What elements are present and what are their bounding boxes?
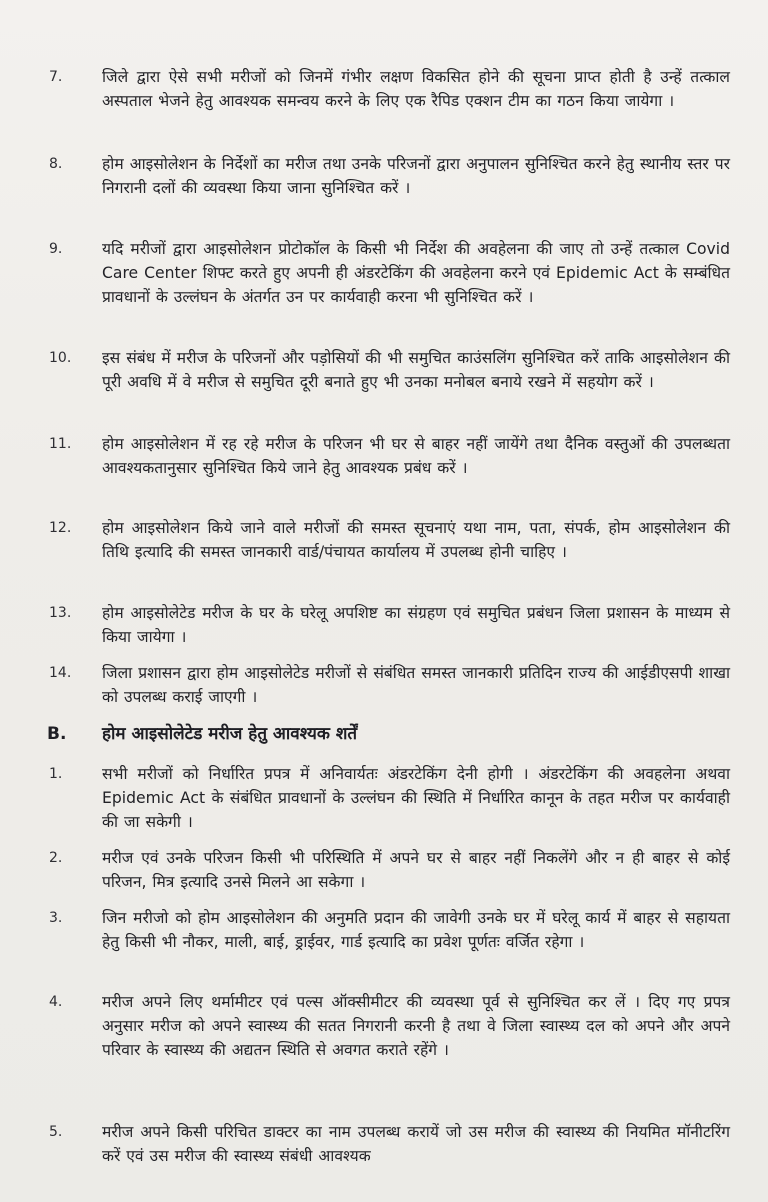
section-title: होम आइसोलेटेड मरीज हेतु आवश्यक शर्तें [102,724,358,744]
item-number: 5. [49,1124,63,1140]
item-text: जिले द्वारा ऐसे सभी मरीजों को जिनमें गंभीर लक्षण विकसित होने की सूचना प्राप्त होती है उन्हें तत्काल अस्पताल भेजने हेतु आवश्यक समन्वय करने के लिए एक रैपिड एक्शन टीम का गठन किया जायेगा । [102,68,730,110]
item-number: 12. [49,520,72,536]
item-number: 11. [49,436,72,452]
item-text: होम आइसोलेशन के निर्देशों का मरीज तथा उनके परिजनों द्वारा अनुपालन सुनिश्चित करने हेतु स्थानीय स्तर पर निगरानी दलों की व्यवस्था किया जाना सुनिश्चित करें । [102,155,730,197]
item-number: 10. [49,350,72,366]
item-text: होम आइसोलेशन में रह रहे मरीज के परिजन भी घर से बाहर नहीं जायेंगे तथा दैनिक वस्तुओं की उपलब्धता आवश्यकतानुसार सुनिश्चित किये जाने हेतु आवश्यक प्रबंध करें । [102,435,731,477]
item-number: 4. [49,994,63,1010]
item-number: 3. [49,910,63,926]
item-number: 8. [49,156,63,172]
item-text: इस संबंध में मरीज के परिजनों और पड़ोसियों की भी समुचित काउंसलिंग सुनिश्चित करें ताकि आइसोलेशन की पूरी अवधि में वे मरीज से समुचित दूरी बनाते हुए भी उनका मनोबल बनाये रखने में सहयोग करें । [102,349,730,391]
item-text: सभी मरीजों को निर्धारित प्रपत्र में अनिवार्यतः अंडरटेकिंग देनी होगी । अंडरटेकिंग की अवहलेना अथवा Epidemic Act के संबंधित प्रावधानों के उल्लंघन की स्थिति में निर्धारित कानून के तहत मरीज पर कार्यवाही की जा सकेगी । [102,765,730,831]
item-text: होम आइसोलेशन किये जाने वाले मरीजों की समस्त सूचनाएं यथा नाम, पता, संपर्क, होम आइसोलेशन की तिथि इत्यादि की समस्त जानकारी वार्ड/पंचायत कार्यालय में उपलब्ध होनी चाहिए । [102,519,730,561]
item-text: जिला प्रशासन द्वारा होम आइसोलेटेड मरीजों से संबंधित समस्त जानकारी प्रतिदिन राज्य की आईडीएसपी शाखा को उपलब्ध कराई जाएगी । [102,664,730,706]
item-number: 14. [49,665,72,681]
item-text: मरीज अपने लिए थर्मामीटर एवं पल्स ऑक्सीमीटर की व्यवस्था पूर्व से सुनिश्चित कर लें । दिए गए प्रपत्र अनुसार मरीज को अपने स्वास्थ्य की सतत निगरानी करनी है तथा वे जिला स्वास्थ्य दल को अपने और अपने परिवार के स्वास्थ्य की अद्यतन स्थिति से अवगत कराते रहेंगे । [102,993,730,1059]
item-number: 1. [49,766,63,782]
item-number: 2. [49,850,63,866]
item-number: 7. [49,69,63,85]
item-number: 13. [49,605,72,621]
item-text: होम आइसोलेटेड मरीज के घर के घरेलू अपशिष्ट का संग्रहण एवं समुचित प्रबंधन जिला प्रशासन के माध्यम से किया जायेगा । [102,604,730,646]
item-text: जिन मरीजो को होम आइसोलेशन की अनुमति प्रदान की जावेगी उनके घर में घरेलू कार्य में बाहर से सहायता हेतु किसी भी नौकर, माली, बाई, ड्राईवर, गार्ड इत्यादि का प्रवेश पूर्णतः वर्जित रहेगा । [102,909,730,951]
section-label: B. [47,724,67,744]
item-number: 9. [49,241,63,257]
item-text: मरीज एवं उनके परिजन किसी भी परिस्थिति में अपने घर से बाहर नहीं निकलेंगे और न ही बाहर से कोई परिजन, मित्र इत्यादि उनसे मिलने आ सकेगा । [102,849,730,891]
item-text: यदि मरीजों द्वारा आइसोलेशन प्रोटोकॉल के किसी भी निर्देश की अवहेलना की जाए तो उन्हें तत्काल Covid Care Center शिफ्ट करते हुए अपनी ही अंडरटेकिंग की अवहेलना करने एवं Epidemic Act के सम्बंधित प्रावधानों के उल्लंघन के अंतर्गत उन पर कार्यवाही करना भी सुनिश्चित करें । [102,240,730,306]
item-text: मरीज अपने किसी परिचित डाक्टर का नाम उपलब्ध करायें जो उस मरीज की स्वास्थ्य की नियमित मॉनीटरिंग करें एवं उस मरीज की स्वास्थ्य संबंधी आवश्यक [102,1123,730,1165]
